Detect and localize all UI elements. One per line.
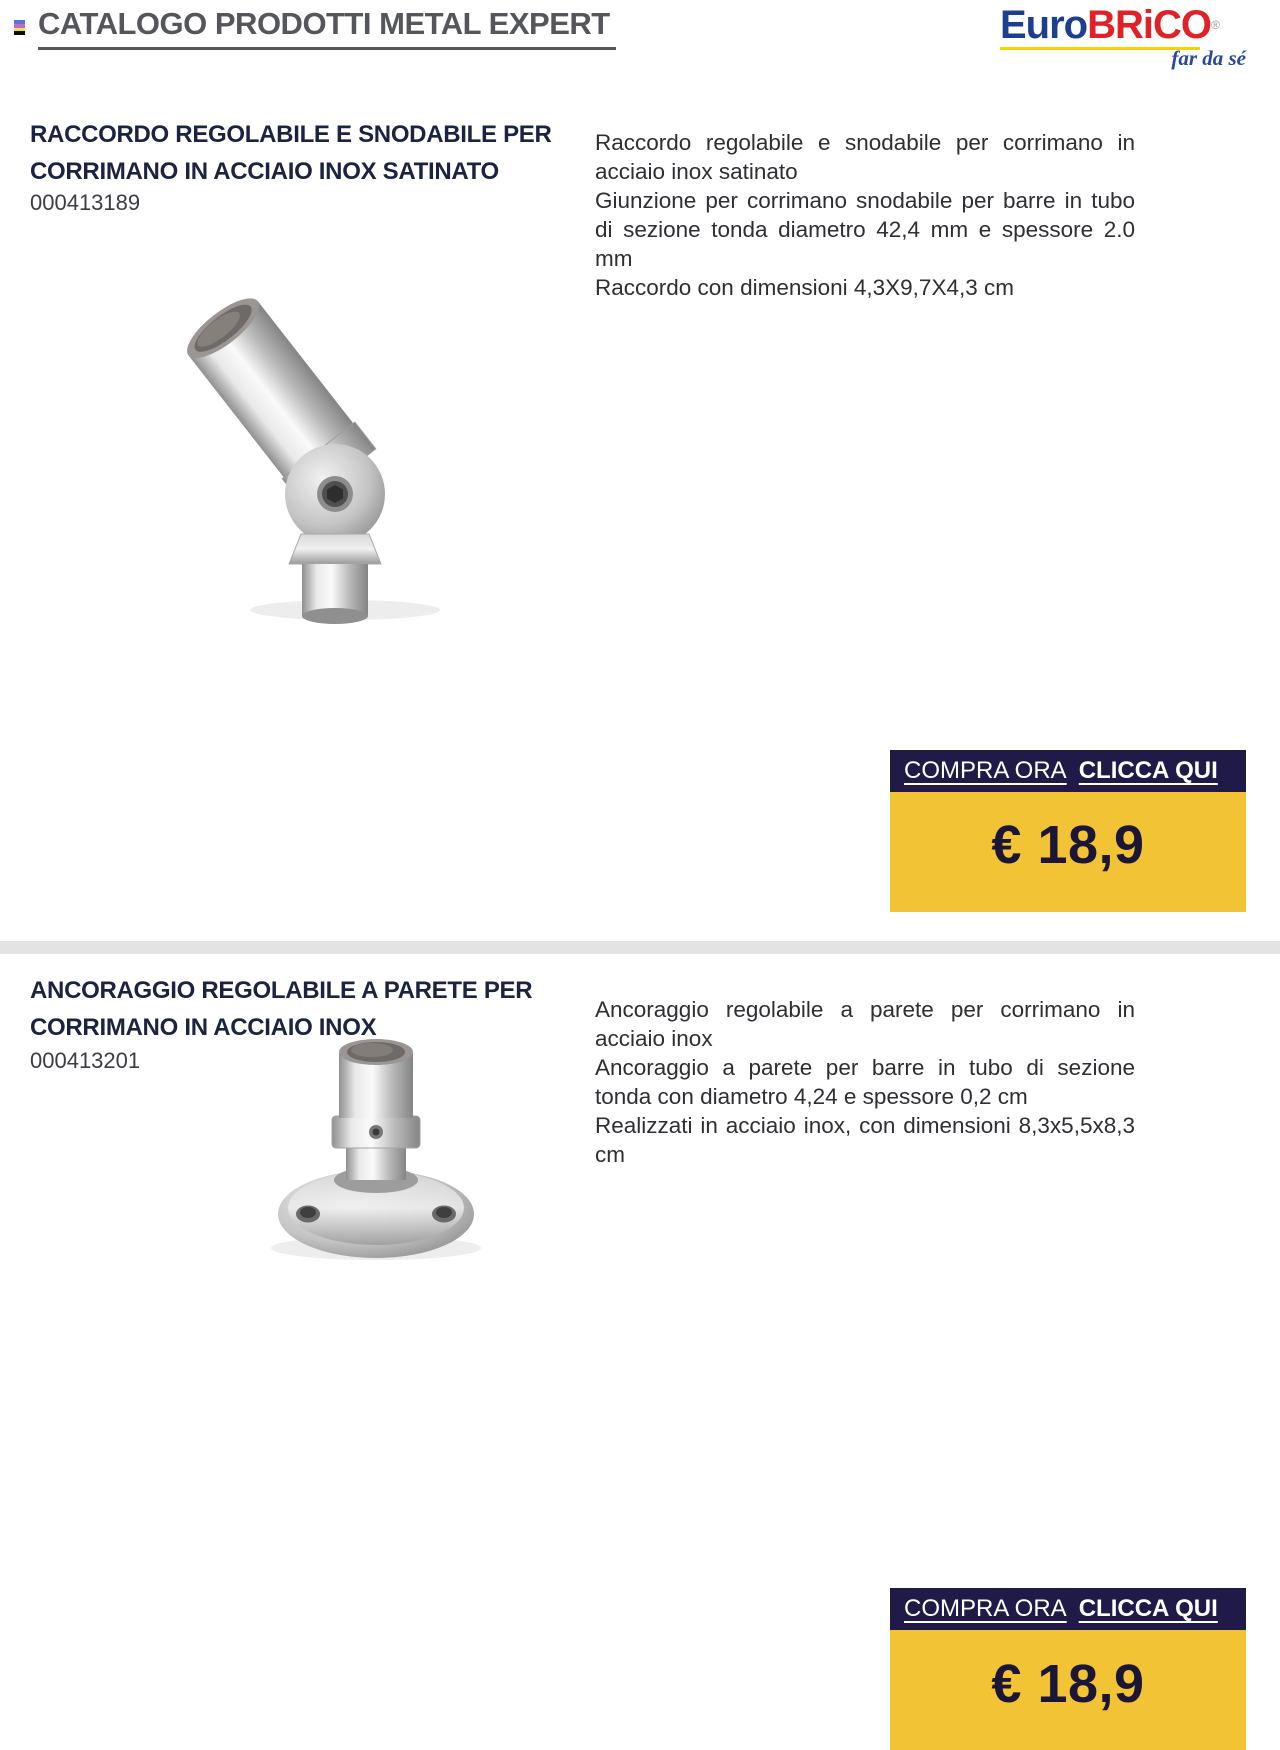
logo-tagline: far da sé bbox=[1171, 46, 1246, 70]
product-2-description bbox=[595, 995, 1135, 1169]
clicca-qui-label[interactable]: CLICCA QUI bbox=[1078, 757, 1218, 784]
product-2-price-panel bbox=[890, 1630, 1246, 1750]
color-stripes-icon bbox=[14, 20, 25, 35]
product-2-buy-now-link[interactable] bbox=[890, 1588, 1246, 1630]
compra-ora-label[interactable]: COMPRA ORA bbox=[904, 757, 1067, 784]
section-divider bbox=[0, 941, 1280, 954]
product-1-desc-line-2: Giunzione per corrimano snodabile per barre in tubo di sezione tonda diametro 42,4 mm e spessore 2.0 mm bbox=[595, 188, 1135, 271]
product-2-desc-line-1: Ancoraggio regolabile a parete per corrimano in acciaio inox bbox=[595, 997, 1135, 1051]
product-1-price-box bbox=[890, 750, 1246, 912]
product-2-code: 000413201 bbox=[30, 1048, 141, 1073]
product-2-image bbox=[252, 1030, 497, 1270]
compra-ora-label[interactable]: COMPRA ORA bbox=[904, 1595, 1067, 1622]
product-2-price: € 18,9 bbox=[991, 1654, 1145, 1714]
product-1-price: € 18,9 bbox=[991, 815, 1145, 875]
logo-euro-text: Euro bbox=[1000, 3, 1088, 47]
product-2-title: ANCORAGGIO REGOLABILE A PARETE PER CORRIMANO IN ACCIAIO INOX bbox=[30, 977, 533, 1041]
product-1-description bbox=[595, 128, 1135, 302]
product-1-desc-line-1: Raccordo regolabile e snodabile per corrimano in acciaio inox satinato bbox=[595, 130, 1135, 184]
logo-brico-text: BRiCO bbox=[1087, 3, 1212, 47]
product-1-price-panel bbox=[890, 792, 1246, 912]
eurobrico-logo-text bbox=[1000, 4, 1250, 46]
eurobrico-logo bbox=[1000, 4, 1250, 71]
product-1-image bbox=[185, 262, 485, 624]
product-2-price-box bbox=[890, 1588, 1246, 1750]
product-1-title: RACCORDO REGOLABILE E SNODABILE PER CORRIMANO IN ACCIAIO INOX SATINATO bbox=[30, 121, 552, 185]
product-2-desc-line-2: Ancoraggio a parete per barre in tubo di sezione tonda con diametro 4,24 e spessore 0,2 cm bbox=[595, 1055, 1135, 1109]
page-title: CATALOGO PRODOTTI METAL EXPERT bbox=[38, 6, 616, 50]
product-1-buy-now-link[interactable] bbox=[890, 750, 1246, 792]
product-2-desc-line-3: Realizzati in acciaio inox, con dimensioni 8,3x5,5x8,3 cm bbox=[595, 1113, 1135, 1167]
clicca-qui-label[interactable]: CLICCA QUI bbox=[1078, 1595, 1218, 1622]
registered-trademark-icon: ® bbox=[1211, 18, 1219, 32]
product-1-desc-line-3: Raccordo con dimensioni 4,3X9,7X4,3 cm bbox=[595, 275, 1014, 300]
product-1-code: 000413189 bbox=[30, 190, 141, 215]
